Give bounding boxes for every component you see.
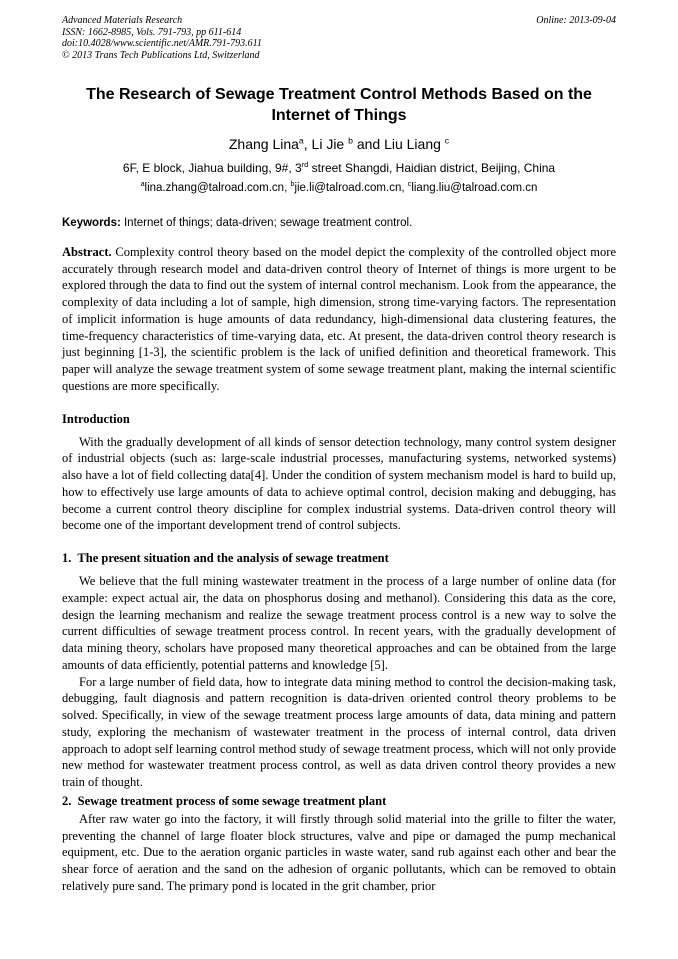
email-mark-3: c [407, 180, 412, 189]
author-mark-2: b [348, 135, 353, 146]
section-introduction [62, 412, 616, 535]
email-mark-2: b [290, 180, 295, 189]
affiliation-part-2: street Shangdi, Haidian district, Beijing, China [308, 160, 556, 175]
abstract-text: Complexity control theory based on the model depict the complexity of the controlled object more accurately through research model and data-driven control theory of Internet of things is more urgent to be explored through the data to find out the system of internal control mechanism. Look from the appearance, the complexity of data including a lot of sample, high dimension, strong time-varying factors. The representation of implicit information is huge amounts of data redundancy, high-dimensional data clustering features, the time-frequency characteristics of time-varying data, etc. At present, the data-driven control theory research is just beginning [1-3], the scientific problem is the lack of unified definition and theoretical framework. This paper will analyze the sewage treatment system of some sewage treatment plant, making the internal scientific questions are more specifically. [62, 244, 616, 393]
keywords-label: Keywords: [62, 216, 121, 229]
author-name-3: and Liu Liang [352, 135, 445, 152]
email-address-3: liang.liu@talroad.com.cn [411, 181, 538, 194]
affiliation-part-1: 6F, E block, Jiahua building, 9#, 3 [122, 160, 302, 175]
affiliation-ordinal: rd [301, 159, 309, 169]
section-2-treatment-process [62, 794, 616, 895]
abstract-block [62, 244, 616, 395]
email-mark-1: a [140, 180, 145, 189]
email-address-2: jie.li@talroad.com.cn, [294, 181, 408, 194]
section-heading-2: 2. Sewage treatment process of some sewage treatment plant [62, 793, 387, 808]
section-heading-introduction: Introduction [62, 411, 130, 426]
section-1-present-situation [62, 551, 616, 791]
issn-line: ISSN: 1662-8985, Vols. 791-793, pp 611-614 [62, 26, 242, 38]
paragraph-section1-1: We believe that the full mining wastewater treatment in the process of a large number of online data (for example: expect actual air, the data on phosphorus dosing and methanol). Considering this data as the core, design the learning mechanism and realize the sewage treatment process control is a new way to solve the current difficulties of sewage treatment process control. In recent years, with the gradually development of data mining theory, scholars have proposed many theoretical approaches and can be obtained from the large amounts of data efficiently, potential patterns and knowledge [5]. [62, 574, 616, 672]
journal-info-block [62, 15, 262, 61]
author-mark-3: c [444, 135, 450, 146]
emails-line [62, 182, 616, 194]
doi-line: doi:10.4028/www.scientific.net/AMR.791-793.611 [62, 38, 262, 50]
affiliation-line [62, 161, 616, 175]
author-mark-1: a [298, 135, 304, 146]
copyright-line: © 2013 Trans Tech Publications Ltd, Switzerland [62, 49, 260, 61]
author-name-1: Zhang Lina [228, 135, 299, 152]
author-name-2: , Li Jie [303, 135, 349, 152]
authors-line [62, 136, 616, 152]
paragraph-introduction-1: With the gradually development of all kinds of sensor detection technology, many control system designer of industrial objects (such as: large-scale industrial processes, manufacturing systems, networked systems) also have a lot of field collecting data[4]. Under the condition of system mechanism model is hard to build up, how to effectively use large amounts of data to achieve optimal control, decision making and debugging, has become a current control theory discipline for complex industrial systems. Data-driven control theory will become one of the important development trend of control subjects. [62, 434, 616, 533]
paragraph-section2-1: After raw water go into the factory, it will firstly through solid material into the grille to filter the water, preventing the channel of large floater block structures, valve and pipe or damaged the pump mechanical equipment, etc. Due to the aeration organic particles in waste water, sand rub against each other and bear the shear force of aeration and the sand on the adhesion of organic pollutants, which can be removed to obtain relatively pure sand. The primary pond is located in the grit chamber, prior [62, 811, 616, 893]
journal-name: Advanced Materials Research [62, 15, 183, 26]
section-heading-1: 1. The present situation and the analysis of sewage treatment [62, 551, 389, 566]
journal-header [62, 15, 616, 61]
email-address-1: lina.zhang@talroad.com.cn, [144, 181, 291, 194]
keywords-line [62, 217, 616, 229]
paragraph-section1-2: For a large number of field data, how to integrate data mining method to control the decision-making task, debugging, fault diagnosis and pattern recognition is data-driven oriented control theory problems to be solved. Specifically, in view of the sewage treatment process large amounts of data, data mining and pattern study, exploring the mechanism of wastewater treatment in the process of internal control, data driven approach to adopt self learning control method study of sewage treatment process, which will not only provide new method for wastewater treatment process control, as well as data driven control theory provides a new train of thought. [62, 674, 616, 790]
paper-title: The Research of Sewage Treatment Control Methods Based on the Internet of Things [86, 86, 592, 125]
keywords-text: Internet of things; data-driven; sewage treatment control. [120, 216, 413, 229]
abstract-label: Abstract. [62, 244, 112, 259]
online-date: Online: 2013-09-04 [536, 15, 616, 26]
